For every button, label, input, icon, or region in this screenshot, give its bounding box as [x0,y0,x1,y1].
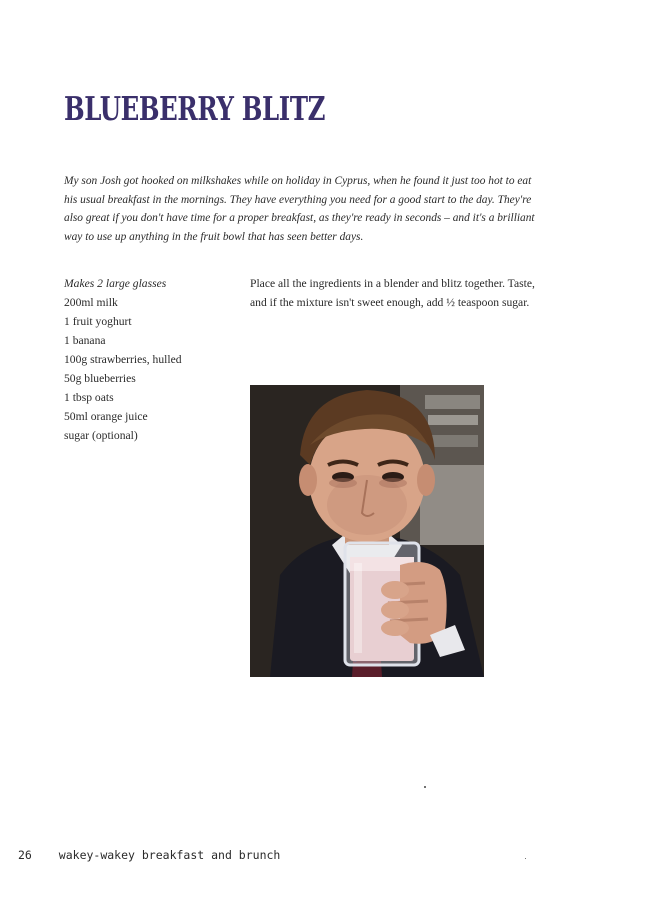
section-name: wakey-wakey breakfast and brunch [58,848,281,862]
print-speck [424,786,426,788]
recipe-title: BLUEBERRY BLITZ [64,89,326,128]
recipe-method: Place all the ingredients in a blender and blitz together. Taste, and if the mixture isn't sweet enough, add ½ teaspoon sugar. [250,277,535,309]
page-number: 26 [18,848,32,862]
ingredient-item: 1 banana [64,334,106,347]
recipe-intro: My son Josh got hooked on milkshakes while on holiday in Cyprus, when he found it just too hot to eat his usual breakfast in the mornings. They have everything you need for a good start to the day. They're also great if you don't have time for a proper breakfast, as they're ready in seconds – and it's a brilliant way to use up anything in the fruit bowl that has seen better days. [64,175,535,243]
print-speck [525,858,526,859]
ingredient-item: 1 tbsp oats [64,391,114,404]
ingredient-item: 200ml milk [64,296,118,309]
recipe-photo [250,385,484,677]
ingredients-list [64,274,234,445]
ingredient-item: sugar (optional) [64,429,138,442]
ingredient-item: 100g strawberries, hulled [64,353,182,366]
ingredient-item: 50ml orange juice [64,410,148,423]
page-footer [18,848,280,862]
ingredient-item: 1 fruit yoghurt [64,315,132,328]
recipe-yield: Makes 2 large glasses [64,277,167,290]
ingredient-item: 50g blueberries [64,372,136,385]
